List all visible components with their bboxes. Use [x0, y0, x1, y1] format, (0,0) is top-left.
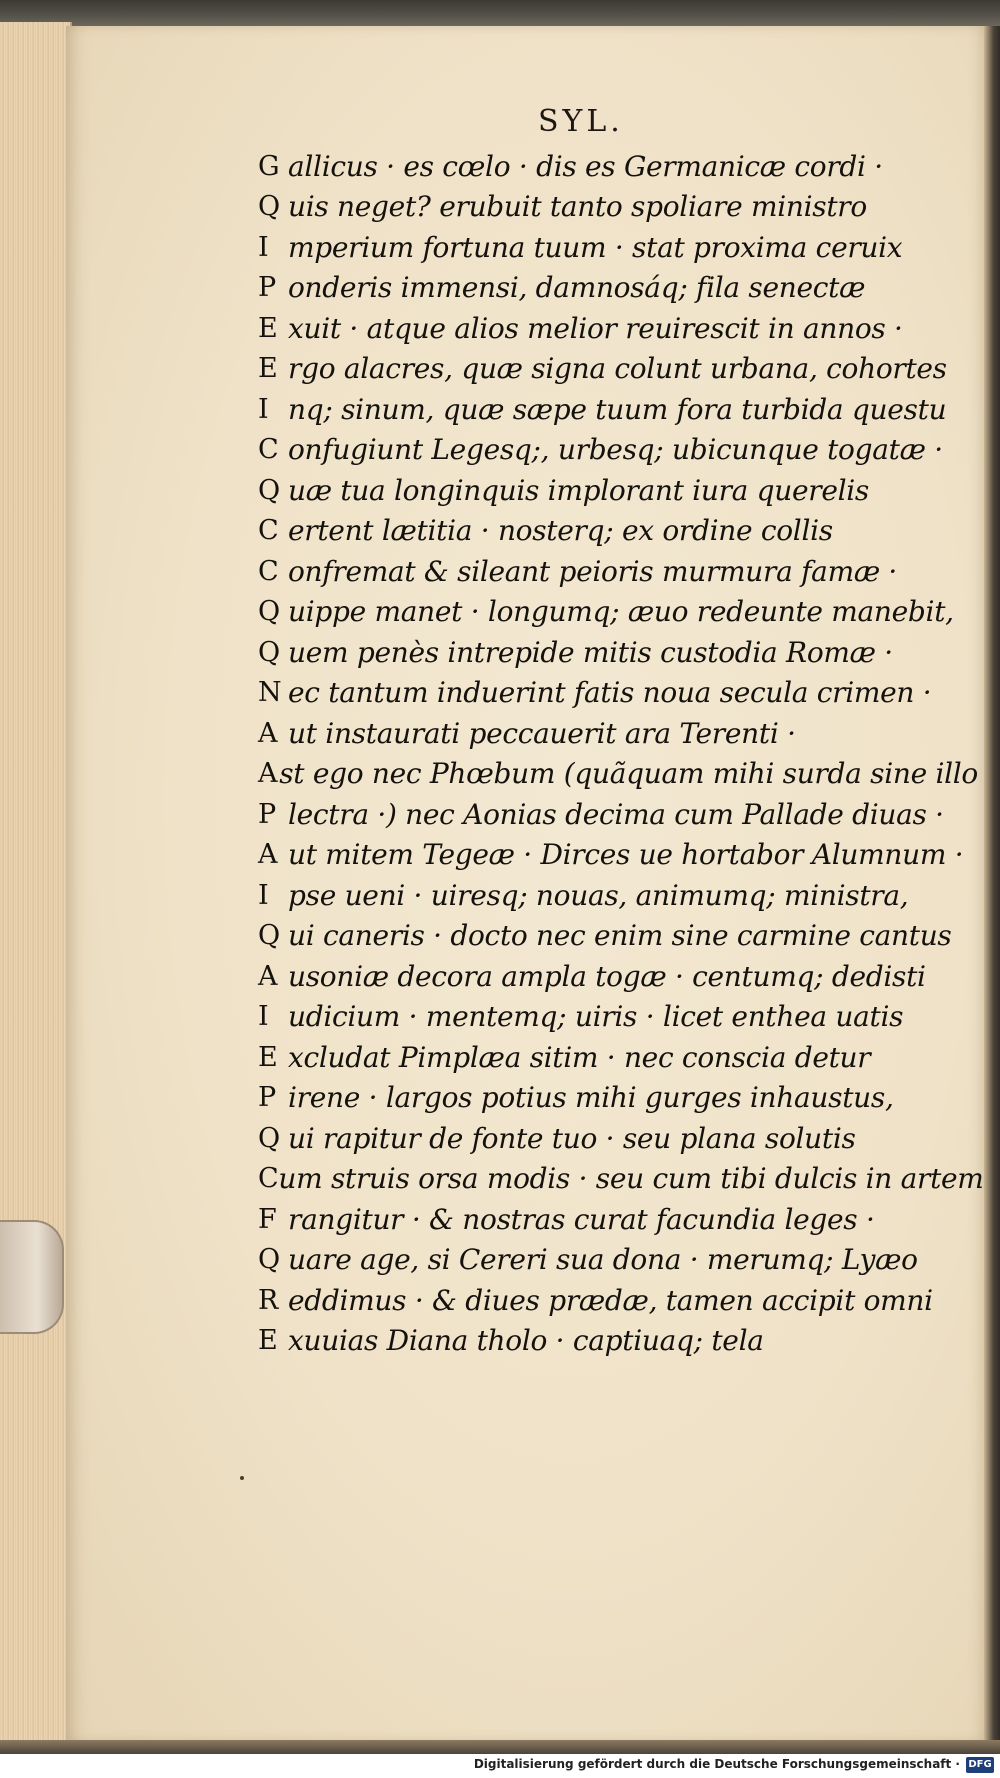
verse-text: ec tantum induerint fatis noua secula crimen · [288, 676, 932, 710]
verse-text: pse ueni · uiresq; nouas, animumq; ministra, [288, 878, 909, 912]
verse-text: uæ tua longinquis implorant iura querelis [288, 473, 870, 507]
verse-line [258, 551, 978, 592]
verse-initial: Q [258, 920, 280, 952]
verse-text: onfugiunt Legesq;, urbesq; ubicunque togatæ · [288, 433, 943, 467]
verse-initial: P [258, 272, 276, 304]
verse-line [258, 430, 978, 471]
binding-right-edge [984, 26, 1000, 1742]
verse-text: uippe manet · longumq; æuo redeunte manebit, [288, 595, 954, 629]
verse-initial: Q [258, 636, 280, 668]
verse-line [258, 1159, 984, 1200]
verse-line [258, 511, 978, 552]
verse-text: rgo alacres, quæ signa colunt urbana, cohortes [288, 352, 947, 386]
verse-text: ut mitem Tegeæ · Dirces ue hortabor Alumnum · [288, 838, 964, 872]
book-clasp [0, 1220, 64, 1334]
binding-top-edge [0, 0, 1000, 26]
verse-text: xuit · atque alios melior reuirescit in annos · [288, 311, 903, 345]
verse-line [258, 389, 978, 430]
verse-text: uis neget? erubuit tanto spoliare ministro [288, 190, 867, 224]
verse-line [258, 835, 978, 876]
verse-line [258, 1078, 978, 1119]
footer-bar [0, 1754, 1000, 1778]
verse-text: rangitur · & nostras curat facundia leges · [288, 1202, 875, 1236]
verse-text: lectra ·) nec Aonias decima cum Pallade diuas · [288, 797, 944, 831]
verse-initial: A [258, 839, 278, 871]
verse-line [258, 349, 978, 390]
verse-text: udicium · mentemq; uiris · licet enthea uatis [288, 1000, 904, 1034]
verse-text: xuuias Diana tholo · captiuaq; tela [288, 1324, 764, 1358]
verse-initial: C [258, 434, 279, 466]
verse-initial: P [258, 1082, 276, 1114]
running-head: SYL. [538, 104, 624, 139]
page-block-edge [0, 22, 72, 1744]
verse-initial: E [258, 1041, 278, 1073]
verse-text: usoniæ decora ampla togæ · centumq; dedisti [288, 959, 926, 993]
verse-text: ui rapitur de fonte tuo · seu plana solutis [288, 1121, 856, 1155]
verse-line [258, 1118, 978, 1159]
binding-bottom-edge [0, 1740, 1000, 1754]
verse-line [258, 592, 978, 633]
verse-line [258, 632, 978, 673]
verse-line [258, 673, 978, 714]
verse-initial: A [258, 717, 278, 749]
verse-line [258, 1321, 978, 1362]
verse-initial: E [258, 1325, 278, 1357]
verse-initial: N [258, 677, 282, 709]
verse-text: eddimus · & diues prædæ, tamen accipit omni [288, 1283, 933, 1317]
verse-line [258, 997, 978, 1038]
verse-text: xcludat Pimplæa sitim · nec conscia detur [288, 1040, 871, 1074]
verse-line [258, 187, 978, 228]
verse-initial: P [258, 798, 276, 830]
verse-initial: F [258, 1203, 277, 1235]
verse-initial: E [258, 353, 278, 385]
verse-initial: I [258, 393, 269, 425]
verse-text: allicus · es cœlo · dis es Germanicæ cordi · [288, 149, 883, 183]
verse-text: ertent lætitia · nosterq; ex ordine collis [288, 514, 833, 548]
verse-initial: A [258, 960, 278, 992]
verse-line [258, 308, 978, 349]
verse-text: st ego nec Phœbum (quãquam mihi surda sine illo [279, 757, 978, 791]
verse-line [258, 713, 978, 754]
verse-line [258, 227, 978, 268]
verse-initial: C [258, 515, 279, 547]
verse-text: um struis orsa modis · seu cum tibi dulcis in artem [278, 1162, 984, 1196]
verse-line [258, 470, 978, 511]
verse-line [258, 956, 978, 997]
verse-text: ut instaurati peccauerit ara Terenti · [288, 716, 796, 750]
verse-text: mperium fortuna tuum · stat proxima ceruix [288, 230, 903, 264]
verse-text: onfremat & sileant peioris murmura famæ · [288, 554, 898, 588]
verse-line [258, 1280, 978, 1321]
verse-text: nq; sinum, quæ sæpe tuum fora turbida questu [288, 392, 947, 426]
verse-line [258, 268, 978, 309]
verse-line [258, 1240, 978, 1281]
verse-text: uem penès intrepide mitis custodia Romæ · [288, 635, 893, 669]
verse-line [258, 1037, 978, 1078]
verse-initial: Q [258, 474, 280, 506]
verse-line [258, 1199, 978, 1240]
verse-initial: C [258, 555, 279, 587]
verse-text: uare age, si Cereri sua dona · merumq; Lyæo [288, 1243, 918, 1277]
verse-line [258, 146, 978, 187]
verse-text: onderis immensi, damnosáq; fila senectæ [288, 271, 866, 305]
verse-line [258, 916, 978, 957]
verse-line [258, 754, 978, 795]
verse-initial: I [258, 879, 269, 911]
margin-dot [240, 1476, 244, 1480]
verse-initial: R [258, 1284, 279, 1316]
verse-initial: Q [258, 191, 280, 223]
verse-initial: E [258, 312, 278, 344]
verse-initial: I [258, 1001, 269, 1033]
verse-line [258, 875, 978, 916]
verse-initial: A [258, 758, 278, 790]
verse-initial: C [258, 1163, 279, 1195]
verse-initial: Q [258, 1244, 280, 1276]
verse-initial: Q [258, 596, 280, 628]
verse-list [258, 146, 984, 1361]
dfg-logo: DFG [966, 1757, 994, 1773]
verse-text: irene · largos potius mihi gurges inhaustus, [288, 1081, 894, 1115]
verse-initial: I [258, 231, 269, 263]
verse-initial: G [258, 150, 280, 182]
verse-initial: Q [258, 1122, 280, 1154]
verse-text: ui caneris · docto nec enim sine carmine cantus [288, 919, 952, 953]
footer-credit: Digitalisierung gefördert durch die Deutsche Forschungsgemeinschaft · [473, 1757, 960, 1771]
verse-line [258, 794, 978, 835]
